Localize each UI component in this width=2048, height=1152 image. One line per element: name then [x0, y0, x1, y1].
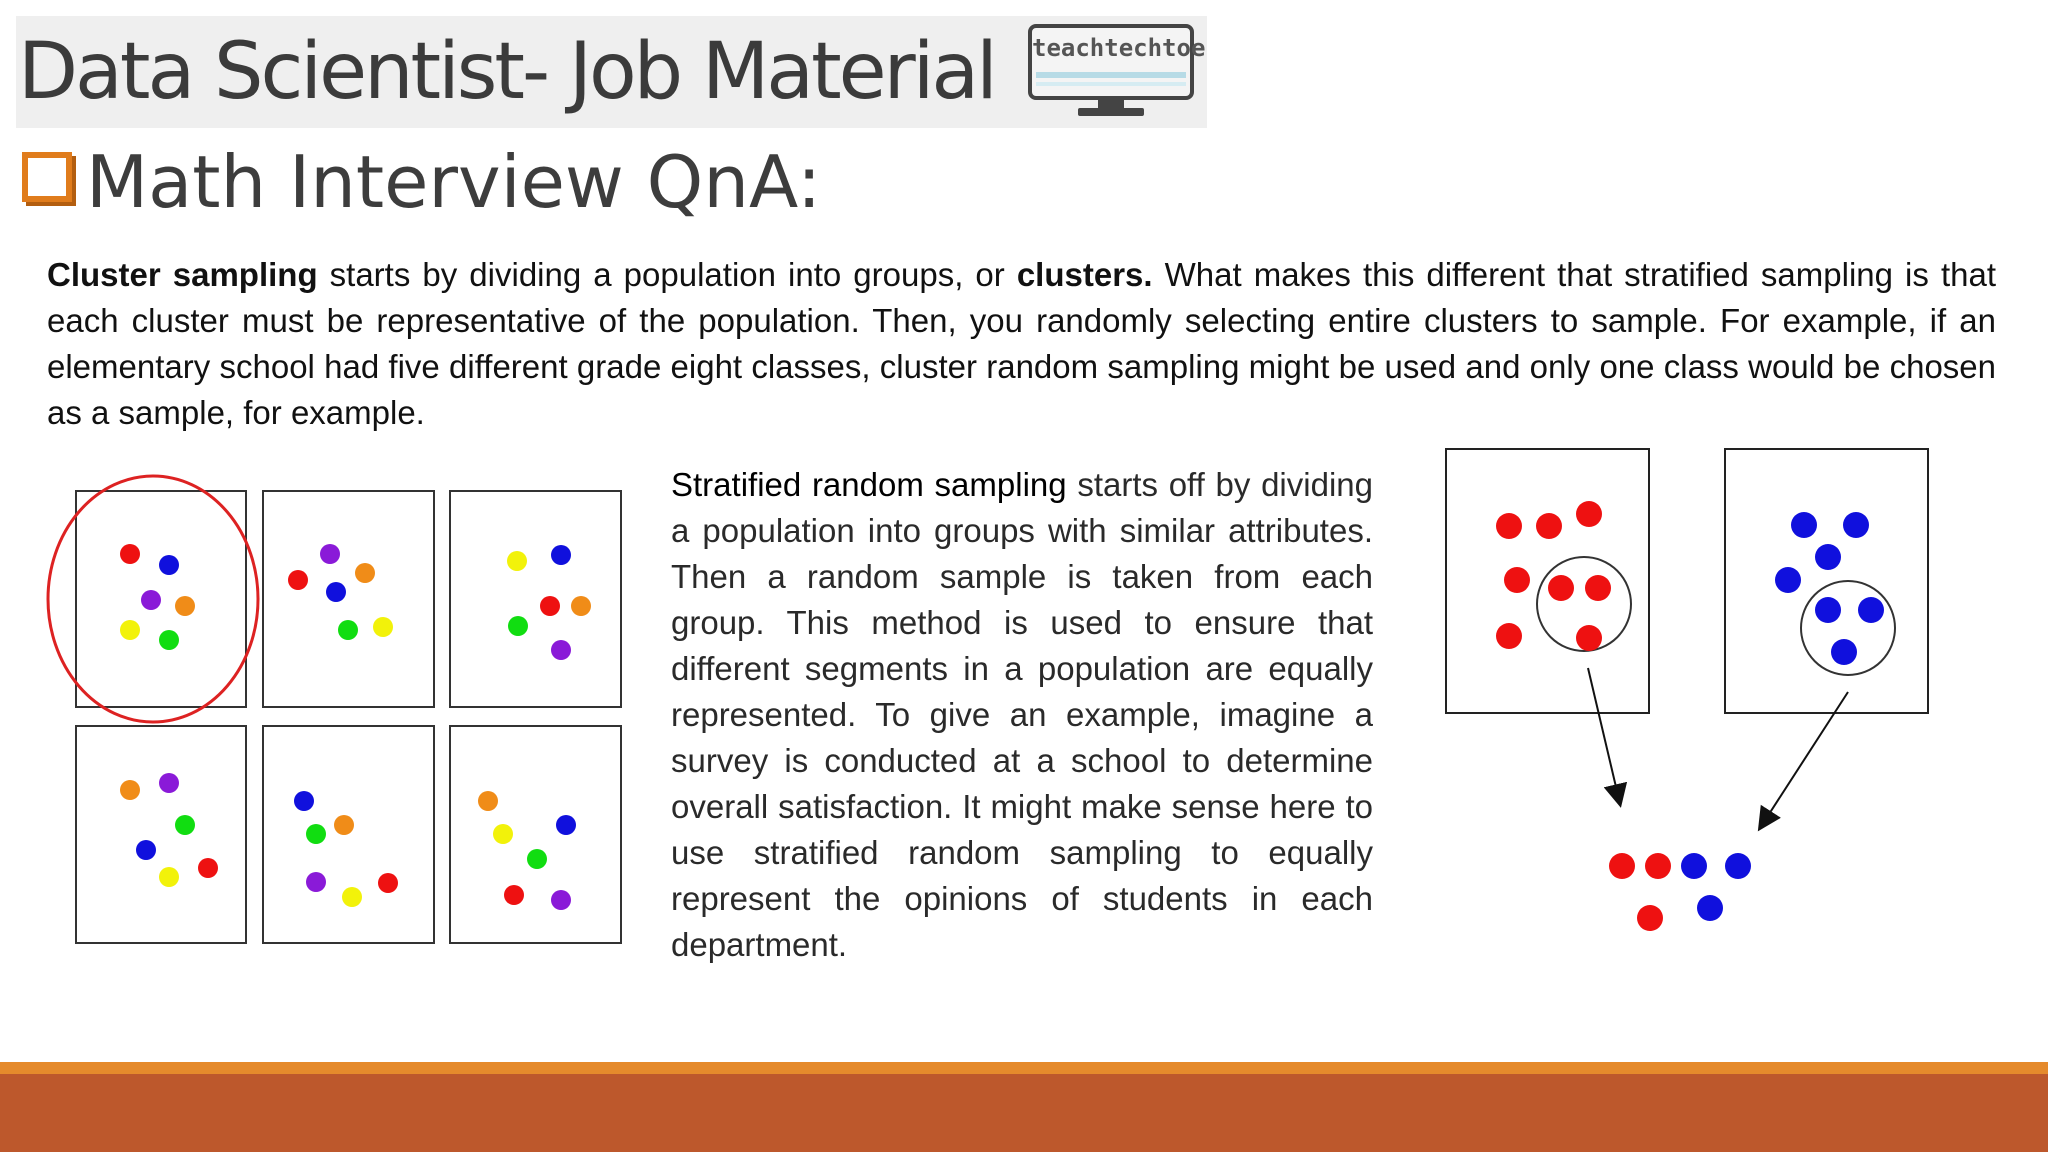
cluster-term: Cluster sampling — [47, 256, 318, 293]
dot — [378, 873, 398, 893]
dot — [1815, 597, 1841, 623]
footer-accent-line — [0, 1062, 2048, 1074]
dot — [1585, 575, 1611, 601]
cluster-box-1 — [76, 491, 246, 707]
dot — [198, 858, 218, 878]
stratum-blue — [1725, 449, 1928, 713]
stratified-term: Stratified random sampling — [671, 466, 1067, 503]
dot — [294, 791, 314, 811]
clusters-term: clusters. — [1016, 256, 1153, 293]
teachtechtoe-logo — [1026, 24, 1206, 120]
dot — [1858, 597, 1884, 623]
dot — [508, 616, 528, 636]
dot — [1681, 853, 1707, 879]
dot — [320, 544, 340, 564]
dot — [1496, 623, 1522, 649]
dot — [1576, 501, 1602, 527]
dot — [159, 773, 179, 793]
dot — [1496, 513, 1522, 539]
dot — [1548, 575, 1574, 601]
logo-text: teachtechtoe — [1032, 34, 1206, 62]
dot — [493, 824, 513, 844]
dot — [326, 582, 346, 602]
dot — [141, 590, 161, 610]
cluster-sampling-figure — [40, 470, 640, 950]
dot — [338, 620, 358, 640]
dot — [1645, 853, 1671, 879]
dot — [159, 630, 179, 650]
dot — [556, 815, 576, 835]
dot — [1725, 853, 1751, 879]
dot — [1843, 512, 1869, 538]
cluster-box-5 — [263, 726, 434, 943]
cluster-box-6 — [450, 726, 621, 943]
stratified-text: starts off by dividing a population into groups with similar attributes. Then a random sample is taken from each group. This method is used to ensure that different segments in a population are equally represented. To give an example, imagine a survey is conducted at a school to determine overall satisfaction. It might make sense here to use stratified random sampling to equally represent the opinions of students in each department. — [671, 466, 1373, 963]
dot — [334, 815, 354, 835]
dot — [159, 867, 179, 887]
dot — [373, 617, 393, 637]
stratified-sampling-paragraph — [671, 462, 1373, 968]
dot — [1576, 625, 1602, 651]
dot — [1791, 512, 1817, 538]
dot — [175, 596, 195, 616]
dot — [1609, 853, 1635, 879]
dot — [1815, 544, 1841, 570]
dot — [540, 596, 560, 616]
cluster-box-2 — [263, 491, 434, 707]
dot — [478, 791, 498, 811]
dot — [159, 555, 179, 575]
section-title: Math Interview QnA: — [86, 140, 822, 224]
footer-band — [0, 1074, 2048, 1152]
dot — [342, 887, 362, 907]
dot — [504, 885, 524, 905]
dot — [306, 824, 326, 844]
checkbox-bullet-icon — [22, 152, 72, 202]
combined-sample — [1609, 853, 1751, 931]
dot — [551, 545, 571, 565]
dot — [571, 596, 591, 616]
dot — [551, 640, 571, 660]
dot — [355, 563, 375, 583]
dot — [136, 840, 156, 860]
dot — [1504, 567, 1530, 593]
dot — [527, 849, 547, 869]
dot — [120, 780, 140, 800]
cluster-box-4 — [76, 726, 246, 943]
dot — [1637, 905, 1663, 931]
dot — [306, 872, 326, 892]
dot — [1775, 567, 1801, 593]
dot — [551, 890, 571, 910]
cluster-box-3 — [450, 491, 621, 707]
dot — [120, 544, 140, 564]
stratum-red — [1446, 449, 1649, 713]
deck-title: Data Scientist- Job Material — [18, 27, 995, 117]
stratified-sampling-figure — [1430, 440, 1950, 940]
dot — [120, 620, 140, 640]
dot — [1697, 895, 1723, 921]
dot — [175, 815, 195, 835]
cluster-text-1: starts by dividing a population into groups, or — [317, 256, 1017, 293]
dot — [507, 551, 527, 571]
dot — [1536, 513, 1562, 539]
cluster-text-2: What makes this different that stratified sampling is that each cluster must be representative of the population. Then, you randomly selecting entire clusters to sample. For example, if an elementary school had five different grade eight classes, cluster random sampling might be used and only one class would be chosen as a sample, for example. — [47, 256, 1996, 431]
dot — [288, 570, 308, 590]
cluster-sampling-paragraph — [47, 252, 1996, 436]
dot — [1831, 639, 1857, 665]
